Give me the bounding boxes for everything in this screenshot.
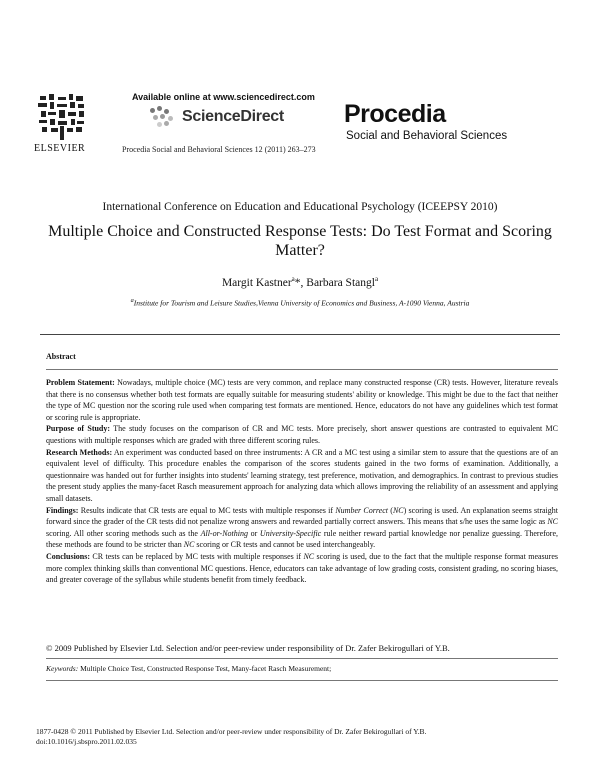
abstract-conclusions (46, 551, 558, 586)
section-text: ( (387, 505, 393, 515)
section-text: An experiment was conducted based on three instruments: A CR and a MC test using a similar stem to assure that the questions are of an equivalent level of difficulty. This procedure enables the comparison of the scores students gained in the two forms of examination. Additionally, a questionnaire was handed out for further insights into students' learning strategy, test preference, motivation, and demographics. In contrast to previous studies the present study applies the many-facet Rasch measurement approach for analyzing data which allows improving the reliability of an assessment and applying small datasets. (46, 447, 558, 503)
italic-term: NC (183, 540, 195, 550)
section-text: scoring is used, due to the fact that the multiple response format measures more complex thinking skills than conventional MC questions. Hence, educators can take advantage of low grading costs, consistent grading, no scoring biases, and greater coverage of the syllabus while students benefit from timely feedback. (46, 551, 559, 585)
divider (46, 369, 558, 370)
section-text: Results indicate that CR tests are equal to MC tests with multiple responses if (78, 505, 336, 515)
footer-issn: 1877-0428 © 2011 Published by Elsevier Ltd. Selection and/or peer-review under responsibility of Dr. Zafer Bekirogullari of Y.B. (36, 727, 427, 736)
section-label: Conclusions: (46, 551, 91, 561)
affiliation (0, 297, 600, 308)
footer (36, 727, 426, 747)
italic-term: NC (392, 505, 404, 515)
author-list (0, 275, 600, 289)
section-text: or (247, 528, 260, 538)
footer-doi: doi:10.1016/j.sbspro.2011.02.035 (36, 737, 137, 746)
section-label: Problem Statement: (46, 378, 115, 387)
section-label: Findings: (46, 505, 79, 515)
italic-term: Number Correct (335, 505, 388, 515)
sciencedirect-dots-icon (148, 106, 178, 128)
divider (46, 658, 558, 659)
section-text: Nowadays, multiple choice (MC) tests are very common, and replace many constructed response (CR) tests. However, literature reveals that there is no consensus whether both test formats are equally suitable for measuring students' ability or knowledge. This might be due to the fact that neither the type of MC question nor the scoring rule used when comparing test formats are mentioned. Hence, educators do not have any guidelines which test format or scoring rule is appropriate. (46, 378, 559, 422)
italic-term: NC (303, 551, 315, 561)
italic-term: All-or-Nothing (200, 528, 248, 538)
procedia-wordmark: Procedia (344, 100, 446, 128)
available-online-text: Available online at www.sciencedirect.com (132, 92, 315, 102)
abstract-heading: Abstract (46, 352, 76, 361)
section-text: scoring. All other scoring methods such as the (46, 528, 201, 538)
author-name: Barbara Stangl (306, 276, 375, 289)
section-text: scoring or CR tests and cannot be used interchangeably. (194, 540, 376, 550)
journal-reference: Procedia Social and Behavioral Sciences 12 (2011) 263–273 (122, 145, 316, 154)
keywords (46, 664, 331, 673)
paper-title: Multiple Choice and Constructed Response Tests: Do Test Format and Scoring Matter? (48, 223, 552, 259)
section-text: ) scoring is used. An explanation seems straight forward since the grader of the CR tests did not penalize wrong answers and rewarded partially correct answers. This means that s/he uses the same logic as (46, 505, 558, 527)
abstract-findings (46, 505, 558, 551)
affiliation-mark: a (291, 275, 295, 283)
keywords-text: Multiple Choice Test, Constructed Response Test, Many-facet Rasch Measurement; (78, 664, 332, 673)
section-label: Purpose of Study: (46, 424, 111, 434)
section-text: rule neither reward partial knowledge nor penalize guessing. Therefore, these methods are found to be stricter than (46, 528, 559, 550)
section-label: Research Methods: (46, 447, 113, 457)
elsevier-tree-logo (36, 92, 88, 150)
abstract-body (46, 377, 558, 586)
conference-name: International Conference on Education and Educational Psychology (ICEEPSY 2010) (102, 201, 498, 213)
abstract-purpose (46, 423, 558, 446)
corresponding-mark: *, (294, 276, 307, 289)
italic-term: University-Specific (259, 528, 322, 538)
divider (46, 680, 558, 681)
author-name: Margit Kastner (221, 276, 292, 289)
elsevier-wordmark: ELSEVIER (34, 143, 86, 154)
affiliation-text: Institute for Tourism and Leisure Studies,Vienna University of Economics and Business, A-1090 Vienna, Austria (133, 298, 470, 308)
affiliation-mark: a (374, 275, 379, 283)
keywords-label: Keywords: (46, 664, 79, 673)
abstract-methods (46, 447, 558, 505)
sciencedirect-wordmark: ScienceDirect (182, 108, 284, 125)
abstract-problem (46, 377, 558, 423)
divider (40, 334, 560, 335)
section-text: CR tests can be replaced by MC tests with multiple responses if (90, 551, 304, 561)
sciencedirect-logo (148, 106, 284, 128)
procedia-subtitle: Social and Behavioral Sciences (346, 130, 508, 142)
italic-term: NC (547, 517, 558, 527)
section-text: The study focuses on the comparison of CR and MC tests. More precisely, short answer questions are contrasted to equivalent MC questions with multiple responses which are graded with three different scoring rules. (46, 424, 558, 445)
copyright-notice: © 2009 Published by Elsevier Ltd. Selection and/or peer-review under responsibility of Dr. Zafer Bekirogullari of Y.B. (46, 643, 450, 653)
affiliation-mark: a (130, 297, 134, 304)
